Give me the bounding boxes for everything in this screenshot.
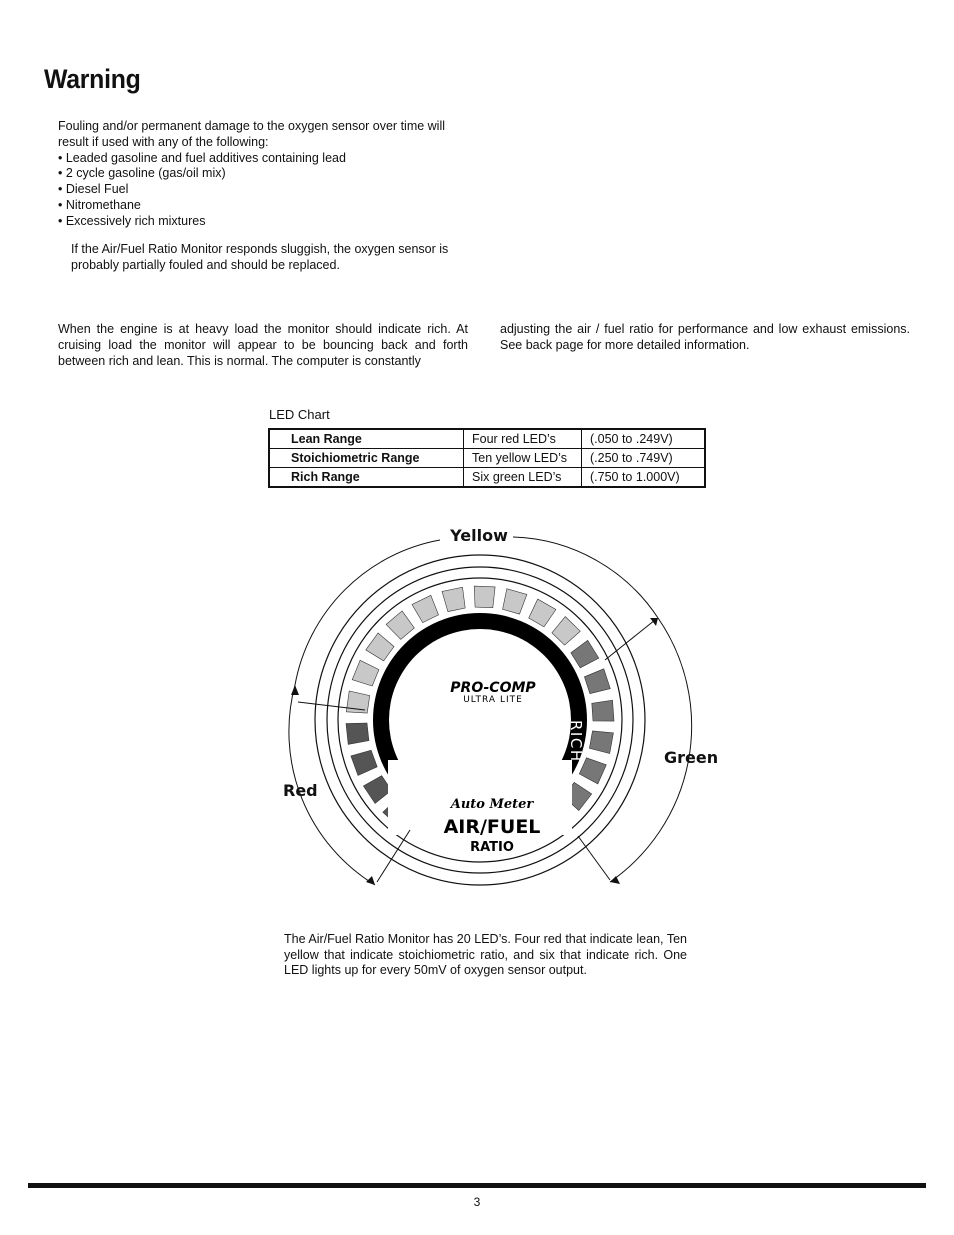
range-cell: Lean Range (291, 432, 362, 446)
list-item: • Diesel Fuel (58, 182, 129, 197)
list-item: • 2 cycle gasoline (gas/oil mix) (58, 166, 226, 181)
brand-subtitle: ULTRA LITE (463, 695, 523, 705)
led-segment-yellow (346, 691, 369, 713)
led-segment-green (592, 700, 614, 721)
yellow-range-label: Yellow (450, 526, 508, 545)
led-segment-red (363, 776, 391, 804)
product-subname: RATIO (470, 840, 514, 855)
led-segment-yellow (352, 660, 379, 686)
list-item: • Nitromethane (58, 197, 141, 212)
led-segment-yellow (503, 589, 527, 614)
led-count-cell: Ten yellow LED’s (464, 449, 582, 468)
led-segment-yellow (386, 611, 414, 640)
table-row (269, 429, 705, 449)
gauge-rich-label: RICH (567, 720, 585, 763)
gauge-caption: The Air/Fuel Ratio Monitor has 20 LED’s. Four red that indicate lean, Ten yellow that indicate stoichiometric ratio, and six that indicate rich. One LED lights up for every 50mV of oxygen sensor output. (284, 932, 687, 977)
voltage-cell: (.050 to .249V) (582, 429, 706, 449)
led-segment-yellow (552, 617, 580, 646)
voltage-cell: (.750 to 1.000V) (582, 468, 706, 488)
body-text-left: When the engine is at heavy load the monitor should indicate rich. At cruising load the monitor will appear to be bouncing back and forth between rich and lean. This is normal. The computer is constantly (58, 322, 468, 369)
led-count-cell: Six green LED’s (464, 468, 582, 488)
list-item: • Leaded gasoline and fuel additives containing lead (58, 150, 346, 165)
led-chart-table (268, 428, 706, 488)
list-item: • Excessively rich mixtures (58, 213, 206, 228)
red-range-label: Red (283, 781, 318, 800)
green-range-label: Green (664, 748, 719, 767)
table-row (269, 468, 705, 488)
range-cell: Rich Range (291, 470, 360, 484)
gauge-stoich-label: STOICH. (420, 626, 503, 674)
led-segment-green (589, 731, 613, 754)
brand-logo-text: PRO-COMP (450, 680, 536, 696)
led-segment-green (571, 640, 599, 668)
body-text-right: adjusting the air / fuel ratio for performance and low exhaust emissions. See back page for more detailed information. (500, 322, 910, 353)
gauge-diagram (280, 520, 730, 910)
voltage-cell: (.250 to .749V) (582, 449, 706, 468)
page-number: 3 (473, 1195, 481, 1209)
warning-bullet-list (58, 151, 478, 230)
led-segment-green (584, 669, 610, 694)
range-cell: Stoichiometric Range (291, 451, 420, 465)
page-title: Warning (44, 64, 141, 94)
table-row (269, 449, 705, 468)
led-chart-caption: LED Chart (269, 407, 330, 422)
footer-rule (28, 1183, 926, 1188)
warning-section (58, 119, 478, 230)
warning-note: If the Air/Fuel Ratio Monitor responds sluggish, the oxygen sensor is probably partially fouled and should be replaced. (71, 242, 449, 272)
maker-logo-text: Auto Meter (450, 797, 534, 812)
led-segment-yellow (412, 595, 439, 622)
led-segment-yellow (442, 587, 465, 611)
led-segment-yellow (474, 586, 495, 608)
gauge-lean-label: LEAN (407, 726, 435, 775)
led-segment-yellow (529, 599, 556, 627)
product-name: AIR/FUEL (443, 816, 541, 838)
led-segment-red (351, 750, 377, 775)
warning-intro: Fouling and/or permanent damage to the oxygen sensor over time will result if used with any of the following: (58, 119, 446, 149)
led-count-cell: Four red LED’s (464, 429, 582, 449)
led-segment-yellow (366, 633, 394, 661)
led-segment-red (346, 723, 369, 744)
